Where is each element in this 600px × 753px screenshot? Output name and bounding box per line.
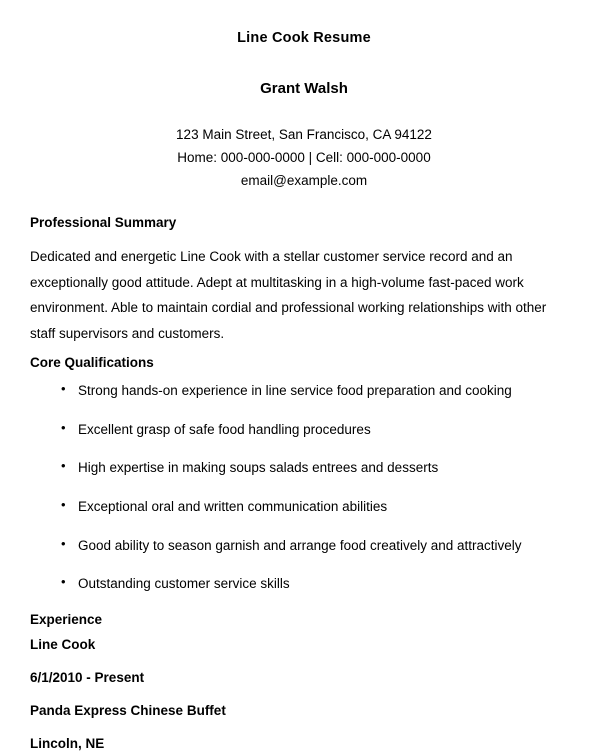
experience-role: Line Cook	[30, 636, 96, 652]
core-qualifications-list	[30, 380, 578, 595]
contact-phones: Home: 000-000-0000 | Cell: 000-000-0000	[177, 150, 431, 166]
list-item: • Excellent grasp of safe food handling procedures	[30, 419, 578, 441]
document-title: Line Cook Resume	[237, 30, 371, 46]
experience-location: Lincoln, NE	[30, 736, 105, 752]
section-heading-professional-summary: Professional Summary	[30, 214, 177, 230]
section-heading-core-qualifications: Core Qualifications	[30, 355, 154, 371]
experience-entry	[30, 637, 578, 753]
contact-block	[30, 123, 578, 193]
list-item: • Strong hands-on experience in line service food preparation and cooking	[30, 380, 578, 402]
list-item: • Exceptional oral and written communication abilities	[30, 496, 578, 518]
experience-dates: 6/1/2010 - Present	[30, 670, 145, 686]
list-item: • Good ability to season garnish and arrange food creatively and attractively	[30, 535, 578, 557]
contact-email: email@example.com	[240, 173, 368, 189]
professional-summary-text: Dedicated and energetic Line Cook with a stellar customer service record and an exceptionally good attitude. Adept at multitasking in a high-volume fast-paced work environment. Able to maintain cordial and professional working relationships with other staff supervisors and customers.	[30, 248, 547, 342]
candidate-name: Grant Walsh	[260, 80, 348, 97]
list-item: • Outstanding customer service skills	[30, 573, 578, 595]
section-heading-experience: Experience	[30, 611, 103, 627]
experience-employer: Panda Express Chinese Buffet	[30, 703, 226, 719]
list-item: • High expertise in making soups salads entrees and desserts	[30, 457, 578, 479]
contact-address: 123 Main Street, San Francisco, CA 94122	[176, 127, 432, 142]
